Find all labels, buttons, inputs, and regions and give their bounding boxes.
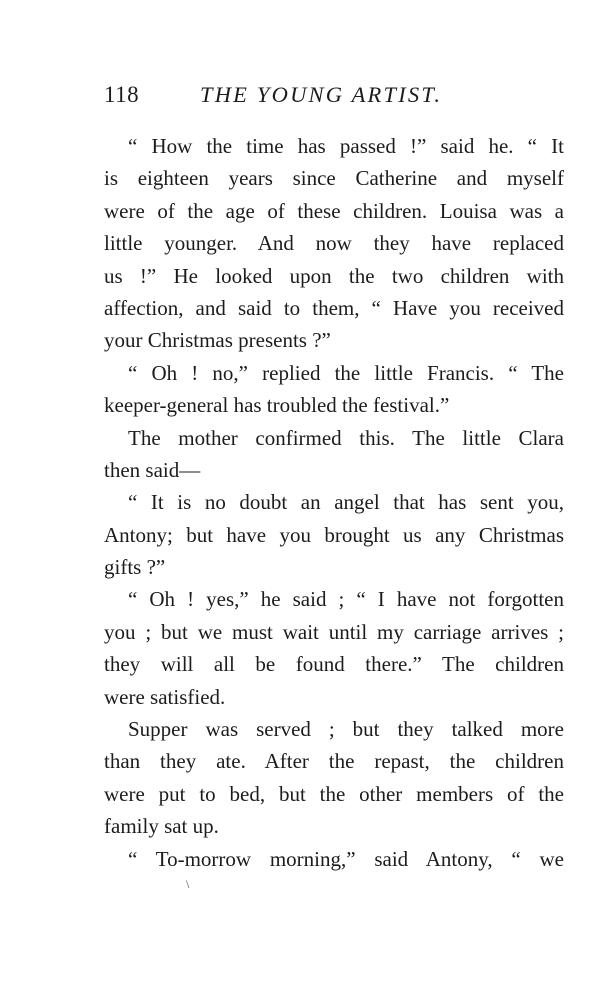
text-line: “ It is no doubt an angel that has sent you, — [128, 490, 564, 515]
text-line: were satisfied. — [104, 684, 226, 709]
text-line: your Christmas presents ?” — [104, 328, 331, 353]
text-line: Antony; but have you brought us any Christmas — [104, 522, 564, 547]
text-line: were of the age of these children. Louisa was a — [104, 198, 564, 223]
body-text — [104, 130, 564, 875]
text-line: they will all be found there.” The children — [104, 652, 564, 677]
text-line: affection, and said to them, “ Have you received — [104, 295, 564, 320]
text-line: keeper-general has troubled the festival.” — [104, 393, 450, 418]
text-line: family sat up. — [104, 814, 219, 839]
stray-ink-mark: \ — [186, 877, 190, 891]
text-line: “ Oh ! yes,” he said ; “ I have not forgotten — [128, 587, 564, 612]
text-line: you ; but we must wait until my carriage arrives ; — [104, 619, 564, 644]
text-line: “ To-morrow morning,” said Antony, “ we — [128, 846, 564, 871]
text-line: gifts ?” — [104, 555, 166, 580]
text-line: us !” He looked upon the two children with — [104, 263, 564, 288]
text-line: The mother confirmed this. The little Clara — [128, 425, 564, 450]
text-line: is eighteen years since Catherine and myself — [104, 166, 564, 191]
page-number: 118 — [104, 82, 140, 107]
text-line: than they ate. After the repast, the children — [104, 749, 564, 774]
text-line: then said— — [104, 457, 201, 482]
text-line: “ How the time has passed !” said he. “ It — [128, 134, 564, 158]
text-line: were put to bed, but the other members of the — [104, 781, 564, 806]
text-line: “ Oh ! no,” replied the little Francis. “ The — [128, 360, 564, 385]
text-line: little younger. And now they have replaced — [104, 231, 564, 256]
text-line: Supper was served ; but they talked more — [128, 717, 564, 742]
running-title: THE YOUNG ARTIST. — [200, 82, 443, 107]
page-header — [104, 82, 564, 112]
